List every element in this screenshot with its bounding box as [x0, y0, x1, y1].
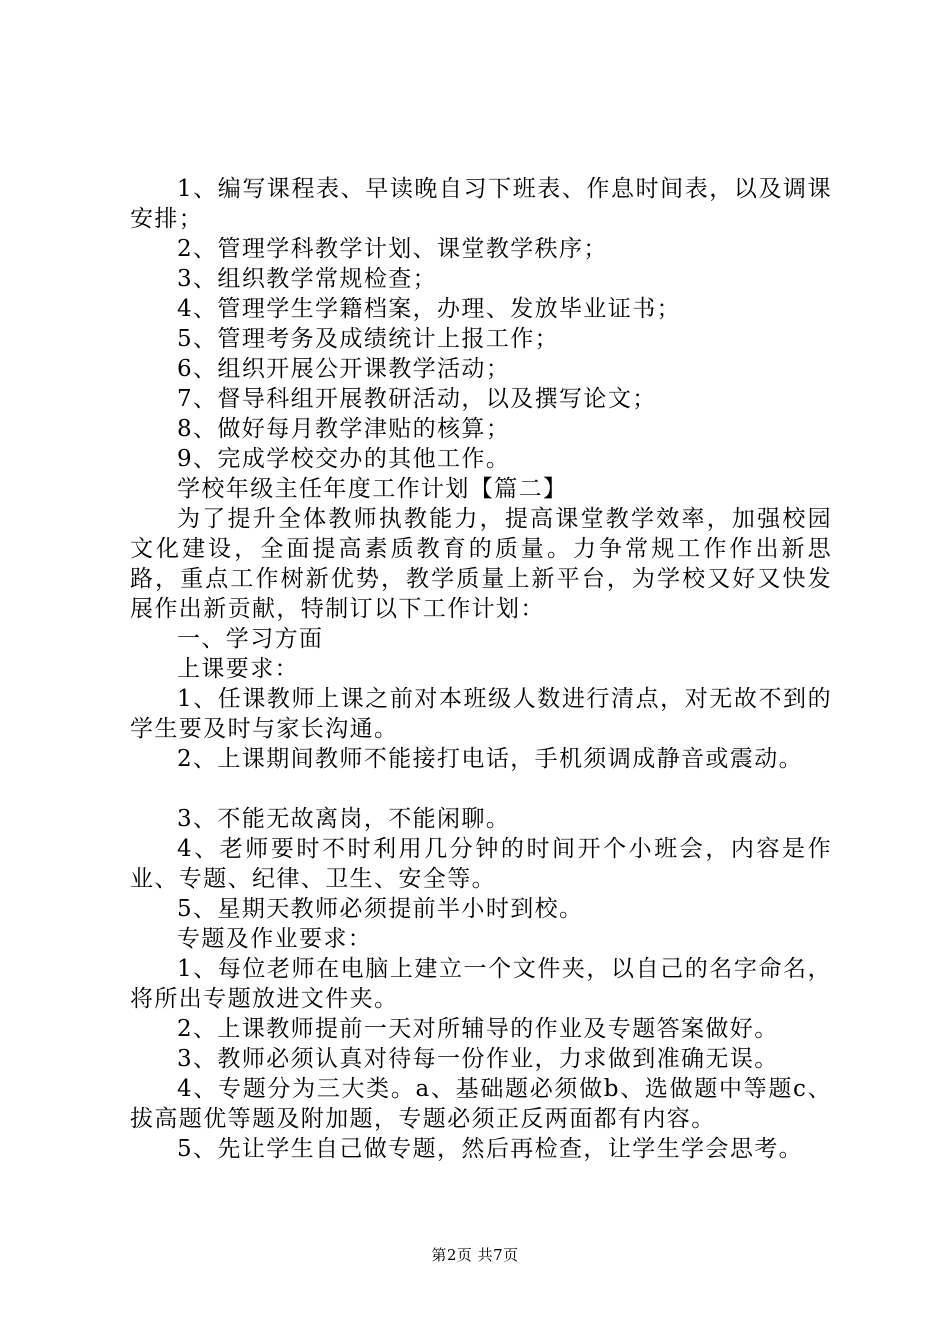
- paragraph: 1、每位老师在电脑上建立一个文件夹，以自己的名字命名，将所出专题放进文件夹。: [130, 956, 832, 1012]
- paragraph: 1、编写课程表、早读晚自习下班表、作息时间表，以及调课安排；: [130, 176, 832, 232]
- paragraph: 为了提升全体教师执教能力，提高课堂教学效率，加强校园文化建设，全面提高素质教育的质量。力争常规工作作出新思路，重点工作树新优势，教学质量上新平台，为学校又好又快发展作出新贡献，特制订以下工作计划：: [130, 506, 832, 622]
- page-footer: 第2页 共7页: [431, 1246, 519, 1264]
- document-body: [130, 174, 832, 1164]
- paragraph: 5、先让学生自己做专题，然后再检查，让学生学会思考。: [177, 1136, 804, 1162]
- paragraph: 2、管理学科教学计划、课堂教学秩序；: [177, 236, 608, 262]
- section-heading: 学校年级主任年度工作计划【篇二】: [177, 476, 568, 502]
- paragraph: 6、组织开展公开课教学活动；: [177, 356, 511, 382]
- paragraph: 1、任课教师上课之前对本班级人数进行清点，对无故不到的学生要及时与家长沟通。: [130, 686, 832, 742]
- paragraph: 9、完成学校交办的其他工作。: [177, 446, 511, 472]
- paragraph: 3、不能无故离岗，不能闲聊。: [177, 806, 511, 832]
- paragraph: 5、星期天教师必须提前半小时到校。: [177, 896, 584, 922]
- subsection-heading: 上课要求：: [177, 656, 299, 682]
- paragraph: 2、上课教师提前一天对所辅导的作业及专题答案做好。: [177, 1016, 779, 1042]
- paragraph: 4、管理学生学籍档案，办理、发放毕业证书；: [177, 296, 682, 322]
- section-heading: 一、学习方面: [177, 626, 324, 652]
- paragraph: 4、专题分为三大类。a、基础题必须做b、选做题中等题c、拔高题优等题及附加题，专题必须正反两面都有内容。: [130, 1076, 832, 1132]
- paragraph: 7、督导科组开展教研活动，以及撰写论文；: [177, 386, 657, 412]
- subsection-heading: 专题及作业要求：: [177, 926, 373, 952]
- paragraph: 5、管理考务及成绩统计上报工作；: [177, 326, 560, 352]
- paragraph: 3、组织教学常规检查；: [177, 266, 438, 292]
- paragraph: 2、上课期间教师不能接打电话，手机须调成静音或震动。: [177, 746, 804, 772]
- paragraph: 3、教师必须认真对待每一份作业，力求做到准确无误。: [177, 1046, 779, 1072]
- paragraph: 4、老师要时不时利用几分钟的时间开个小班会，内容是作业、专题、纪律、卫生、安全等。: [130, 836, 832, 892]
- paragraph: 8、做好每月教学津贴的核算；: [177, 416, 511, 442]
